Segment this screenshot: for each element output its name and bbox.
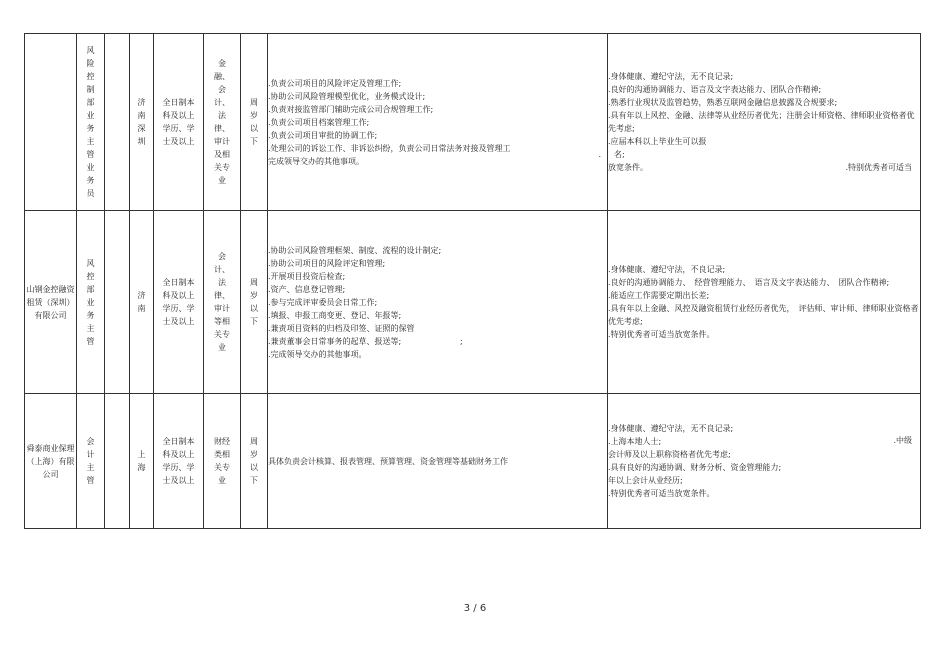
- requirement-item: .具有年以上金融、风控及融资租赁行业经历者优先， 评估师、审计师、律师职业资格者优先考虑;: [608, 304, 919, 326]
- requirement-item: .身体健康、遵纪守法，无不良记录;: [608, 424, 734, 433]
- count-cell: [105, 211, 130, 394]
- requirement-item: .应届本科以上毕业生可以报: [608, 137, 707, 146]
- duty-item: .协助公司项目的风险评定和管理;: [268, 258, 386, 268]
- age-cell: 周岁以下: [241, 394, 268, 529]
- department-cell: 风险控制部业务主管业务员: [77, 34, 105, 211]
- requirements-cell: [608, 211, 921, 394]
- duties-cell: [268, 394, 608, 529]
- department-cell: 会计主管: [77, 394, 105, 529]
- location-cell: 上海: [130, 394, 154, 529]
- duty-mark: .: [598, 150, 601, 159]
- duty-item: .负责公司项目审批的协调工作;: [268, 130, 378, 140]
- duty-mark: ;: [460, 337, 463, 346]
- major-cell: 金融、会计、法律、审计及相关专业: [204, 34, 241, 211]
- requirement-item: .良好的沟通协调能力、语言及文字表达能力、团队合作精神;: [608, 85, 822, 94]
- job-table: [24, 33, 921, 529]
- company-cell: 山钢金控融资租赁（深圳）有限公司: [25, 211, 77, 394]
- company-cell: [25, 34, 77, 211]
- requirement-item: .上海本地人士;: [608, 437, 662, 446]
- location-cell: 济南: [130, 211, 154, 394]
- duty-item: .完成领导交办的其他事项。: [268, 349, 367, 359]
- duty-item: .资产、信息登记管理;: [268, 284, 346, 294]
- requirement-item: .能适应工作需要定期出长差;: [608, 291, 710, 300]
- requirement-item: .特别优秀者可适当放宽条件。: [608, 330, 715, 339]
- education-cell: 全日制本科及以上学历、学士及以上: [154, 394, 204, 529]
- education-cell: 全日制本科及以上学历、学士及以上: [154, 211, 204, 394]
- requirements-cell: [608, 394, 921, 529]
- requirement-item: .特别优秀者可适当放宽条件。: [608, 489, 715, 498]
- page-number: 3 / 6: [463, 603, 487, 614]
- duty-item: .兼责项目资料的归档及印签、证照的保管: [268, 323, 415, 333]
- requirement-item: 放宽条件。: [608, 163, 648, 172]
- count-cell: [105, 34, 130, 211]
- requirement-item: .身体健康、遵纪守法，不良记录;: [608, 265, 726, 274]
- table-row: [25, 394, 921, 529]
- requirement-item: .身体健康、遵纪守法，无不良记录;: [608, 72, 734, 81]
- requirements-cell: [608, 34, 921, 211]
- count-cell: [105, 394, 130, 529]
- requirement-tail: .特别优秀者可适当: [845, 163, 912, 172]
- requirement-item: 年以上会计从业经历;: [608, 476, 683, 485]
- requirement-item: .具有良好的沟通协调、财务分析、资金管理能力;: [608, 463, 782, 472]
- major-cell: 会计、法律、审计等相关专业: [204, 211, 241, 394]
- requirement-item: .熟悉行业现状及监管趋势，熟悉互联网金融信息披露及合规要求;: [608, 98, 838, 107]
- duty-item: .开展项目投资后检查;: [268, 271, 346, 281]
- table-row: [25, 34, 921, 211]
- duty-item: .处理公司的诉讼工作、非诉讼纠纷，负责公司日常法务对接及管理工: [268, 143, 511, 153]
- duty-item: .协助公司风险管理模型优化，业务模式设计;: [268, 91, 426, 101]
- duty-item: .参与完成评审委员会日常工作;: [268, 297, 378, 307]
- major-cell: 财经类相关专业: [204, 394, 241, 529]
- duty-item: .兼责董事会日常事务的起草、报送等;: [268, 336, 402, 346]
- requirement-item: .具有年以上风控、金融、法律等从业经历者优先；注册会计师资格、律师职业资格者优先考虑;: [608, 111, 915, 133]
- requirement-item: .良好的沟通协调能力、 经营管理能力、 语言及文字表达能力、 团队合作精神;: [608, 278, 890, 287]
- location-cell: 济南深圳: [130, 34, 154, 211]
- requirement-item: 会计师及以上职称资格者优先考虑;: [608, 450, 731, 459]
- duties-cell: [268, 211, 608, 394]
- education-cell: 全日制本科及以上学历、学士及以上: [154, 34, 204, 211]
- requirement-tail: .中级: [893, 436, 912, 445]
- duty-item: .负责对接监管部门辅助完成公司合规管理工作;: [268, 104, 434, 114]
- duty-item: 具体负责会计核算、报表管理、预算管理、资金管理等基础财务工作: [268, 456, 508, 466]
- duties-cell: [268, 34, 608, 211]
- duty-item: .协助公司风险管理框架、制度、流程的设计制定;: [268, 245, 442, 255]
- duty-item: 完成领导交办的其他事项。: [268, 156, 364, 166]
- company-cell: 舜泰商业保理（上海）有限公司: [25, 394, 77, 529]
- requirement-item: 名;: [614, 150, 625, 159]
- duty-item: .填报、申报工商变更、登记、年报等;: [268, 310, 402, 320]
- department-cell: 风控部业务主管: [77, 211, 105, 394]
- duty-item: .负责公司项目的风险评定及管理工作;: [268, 78, 402, 88]
- age-cell: 周岁以下: [241, 211, 268, 394]
- age-cell: 周岁以下: [241, 34, 268, 211]
- duty-item: .负责公司项目档案管理工作;: [268, 117, 370, 127]
- table-row: [25, 211, 921, 394]
